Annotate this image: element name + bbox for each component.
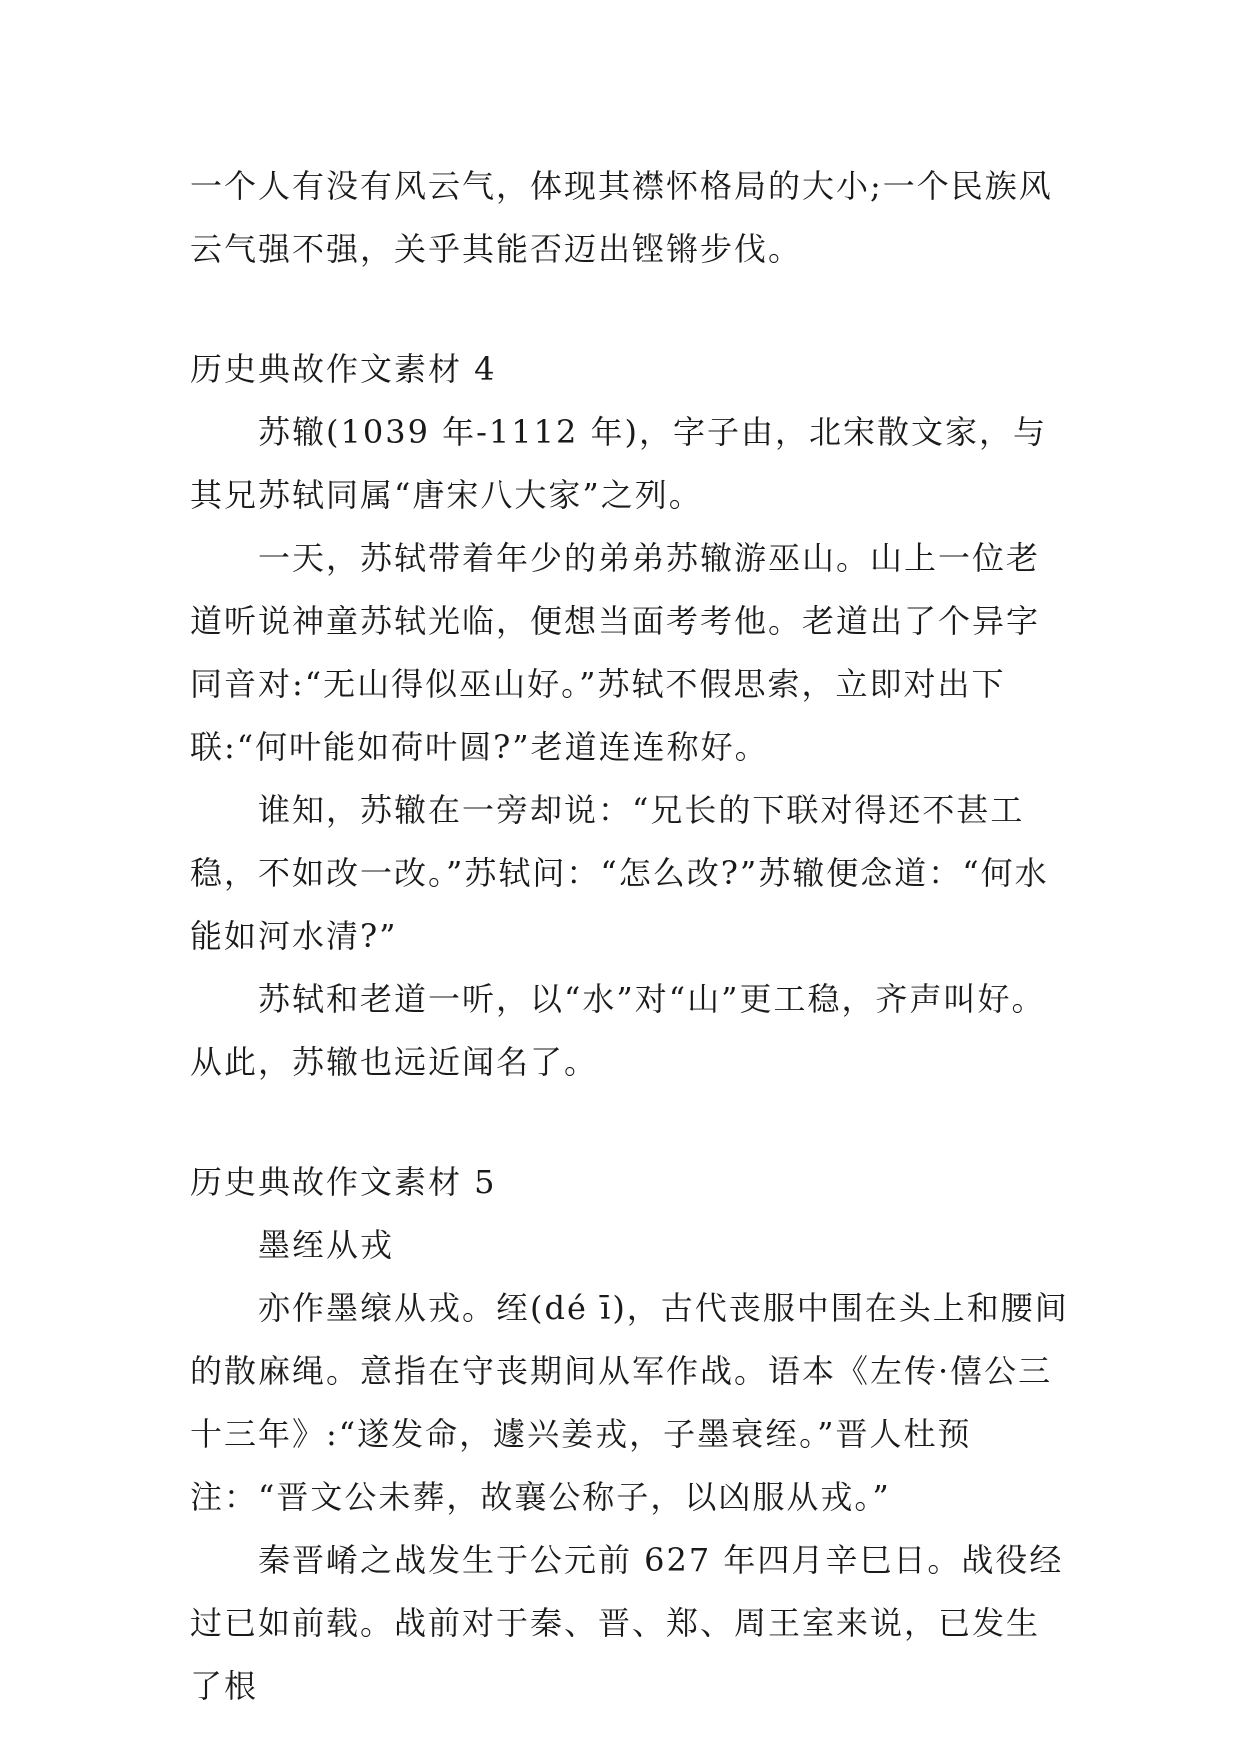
section-4-heading: 历史典故作文素材 4 [190, 350, 497, 388]
section-4-paragraph-2: 一天，苏轼带着年少的弟弟苏辙游巫山。山上一位老道听说神童苏轼光临，便想当面考考他。老道出了个异字同音对:“无山得似巫山好。”苏轼不假思索，立即对出下联:“何叶能如荷叶圆?”老道连连称好。 [190, 539, 1041, 766]
section-5-heading: 历史典故作文素材 5 [190, 1163, 497, 1201]
section-4-paragraph-1: 苏辙(1039 年-1112 年)，字子由，北宋散文家，与其兄苏轼同属“唐宋八大家”之列。 [190, 413, 1048, 514]
section-gap [190, 1094, 1070, 1151]
section-gap [190, 281, 1070, 338]
section-5-subtitle: 墨绖从戎 [258, 1226, 395, 1264]
document-body [190, 155, 1070, 1718]
section-4-paragraph-3: 谁知，苏辙在一旁却说：“兄长的下联对得还不甚工稳，不如改一改。”苏轼问：“怎么改?”苏辙便念道：“何水能如河水清?” [190, 791, 1049, 955]
section-4-paragraph-4: 苏轼和老道一听，以“水”对“山”更工稳，齐声叫好。从此，苏辙也远近闻名了。 [190, 980, 1046, 1081]
section-5-paragraph-1: 亦作墨缞从戎。绖(dé ī)，古代丧服中围在头上和腰间的散麻绳。意指在守丧期间从军作战。语本《左传·僖公三十三年》:“遂发命，遽兴姜戎，子墨衰绖。”晋人杜预注：“晋文公未葬，故襄公称子，以凶服从戎。” [190, 1289, 1069, 1516]
intro-paragraph: 一个人有没有风云气，体现其襟怀格局的大小;一个民族风云气强不强，关乎其能否迈出铿锵步伐。 [190, 167, 1053, 268]
section-5-paragraph-2: 秦晋崤之战发生于公元前 627 年四月辛巳日。战役经过已如前载。战前对于秦、晋、郑、周王室来说，已发生了根 [190, 1541, 1064, 1705]
